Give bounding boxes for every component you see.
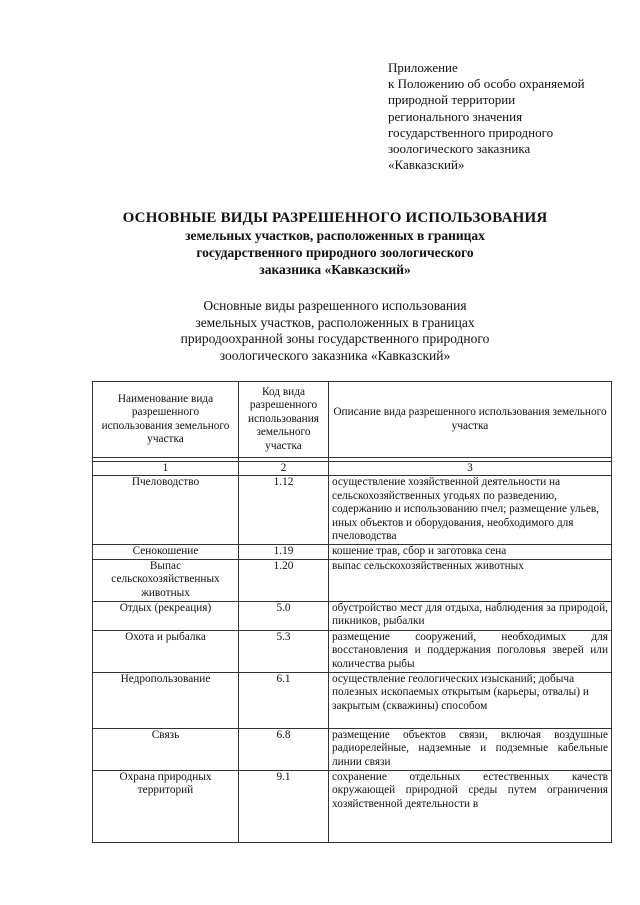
table-row — [93, 770, 612, 842]
appendix-line: к Положению об особо охраняемой — [388, 76, 585, 92]
cell-code: 1.20 — [239, 559, 329, 601]
cell-name: Охота и рыбалка — [93, 630, 239, 672]
subtitle-line: природоохранной зоны государственного природного — [180, 331, 490, 346]
column-number: 3 — [329, 462, 612, 476]
header-name: Наименование вида разрешенного использования земельного участка — [93, 382, 239, 458]
appendix-line: государственного природного — [388, 124, 554, 140]
cell-description: размещение объектов связи, включая воздушные радиорелейные, надземные и подземные кабельные линии связи — [329, 728, 612, 770]
cell-description: обустройство мест для отдыха, наблюдения за природой, пикников, рыбалки — [329, 601, 612, 630]
table-row — [93, 672, 612, 728]
header-code: Код вида разрешенного использования земельного участка — [239, 382, 329, 458]
cell-name: Выпас сельскохозяйственных животных — [93, 559, 239, 601]
appendix-line: зоологического заказника — [388, 141, 531, 157]
subtitle-line: зоологического заказника «Кавказский» — [219, 347, 451, 363]
table-row — [93, 476, 612, 545]
land-use-table — [92, 381, 612, 843]
cell-description: сохранение отдельных естественных качеств окружающей природной среды путем ограничения хозяйственной деятельности в — [329, 770, 612, 842]
appendix-line: Приложение — [388, 60, 458, 75]
cell-name: Пчеловодство — [93, 476, 239, 545]
title-line: государственного природного зоологического — [196, 245, 474, 260]
header-description: Описание вида разрешенного использования земельного участка — [329, 382, 612, 458]
cell-code: 6.1 — [239, 672, 329, 728]
appendix-line: «Кавказский» — [388, 157, 465, 173]
cell-code: 6.8 — [239, 728, 329, 770]
cell-description: размещение сооружений, необходимых для восстановления и поддержания поголовья зверей или количества рыбы — [329, 630, 612, 672]
cell-code: 9.1 — [239, 770, 329, 842]
cell-description: кошение трав, сбор и заготовка сена — [329, 545, 612, 559]
subtitle-line: земельных участков, расположенных в границах — [195, 314, 475, 330]
title-line: заказника «Кавказский» — [259, 262, 411, 277]
table-column-numbers-row — [93, 462, 612, 476]
cell-name: Связь — [93, 728, 239, 770]
table-row — [93, 545, 612, 559]
table-row — [93, 630, 612, 672]
document-title — [100, 210, 570, 278]
cell-name: Недропользование — [93, 672, 239, 728]
column-number: 1 — [93, 462, 239, 476]
cell-code: 5.0 — [239, 601, 329, 630]
table-row — [93, 601, 612, 630]
cell-code: 1.12 — [239, 476, 329, 545]
cell-code: 5.3 — [239, 630, 329, 672]
appendix-line: природной территории — [388, 92, 516, 108]
cell-code: 1.19 — [239, 545, 329, 559]
document-subtitle — [150, 298, 520, 364]
appendix-line: регионального значения — [388, 108, 523, 124]
subtitle-line: Основные виды разрешенного использования — [203, 298, 467, 313]
cell-name: Охрана природных территорий — [93, 770, 239, 842]
column-number: 2 — [239, 462, 329, 476]
title-line: ОСНОВНЫЕ ВИДЫ РАЗРЕШЕННОГО ИСПОЛЬЗОВАНИЯ — [122, 210, 548, 226]
cell-description: выпас сельскохозяйственных животных — [329, 559, 612, 601]
cell-name: Сенокошение — [93, 545, 239, 559]
cell-name: Отдых (рекреация) — [93, 601, 239, 630]
table-header-row — [93, 382, 612, 458]
title-line: земельных участков, расположенных в границах — [185, 228, 485, 243]
appendix-note — [388, 60, 638, 173]
cell-description: осуществление хозяйственной деятельности на сельскохозяйственных угодьях по разведению, содержанию и использованию пчел; размещение ульев, иных объектов и оборудования, необходимого для пчеловодства — [329, 476, 612, 545]
cell-description: осуществление геологических изысканий; добыча полезных ископаемых открытым (карьеры, отвалы) и закрытым (скважины) способом — [329, 672, 612, 728]
table-row — [93, 728, 612, 770]
table-row — [93, 559, 612, 601]
